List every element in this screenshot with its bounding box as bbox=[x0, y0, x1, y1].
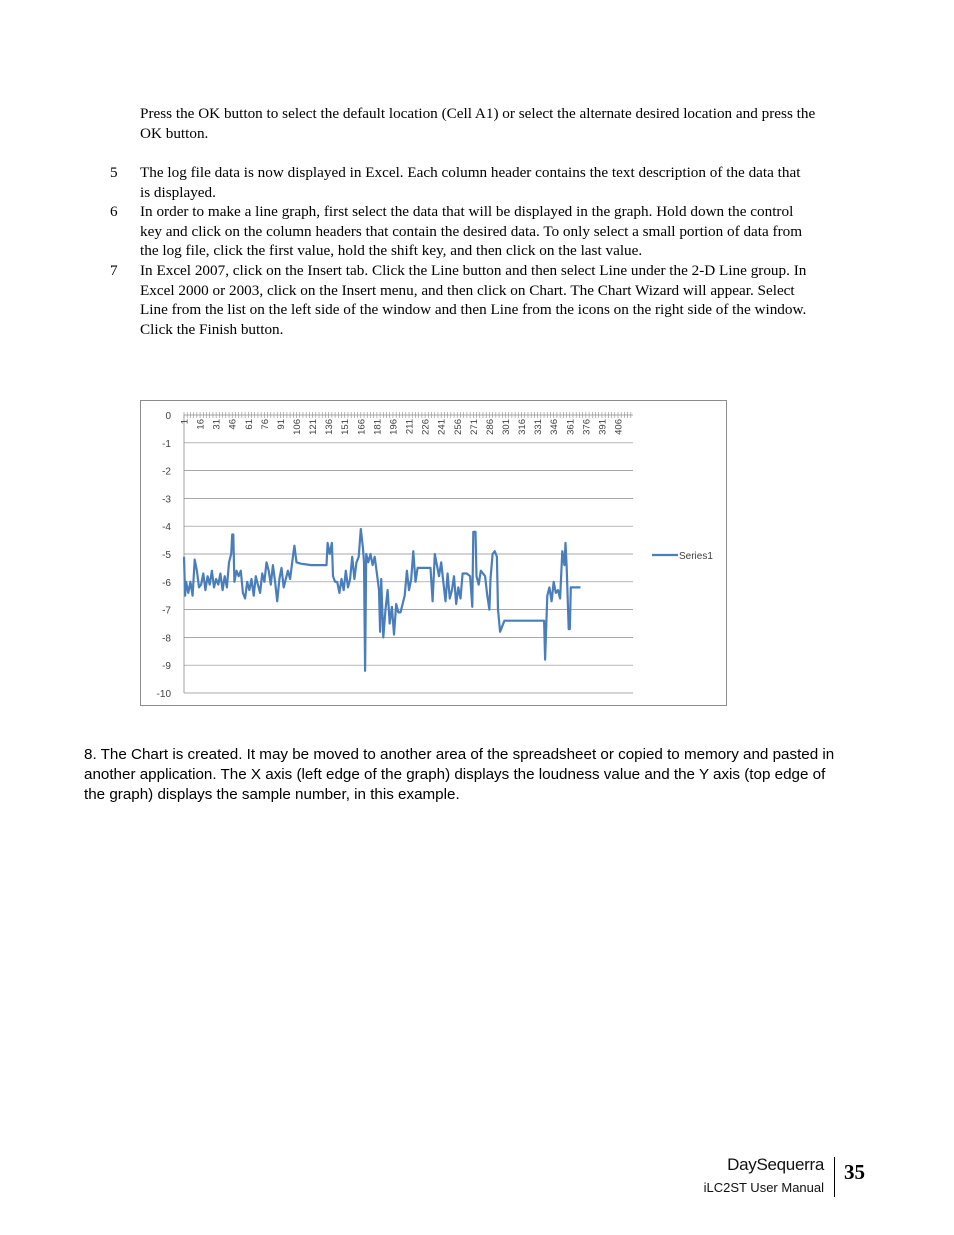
x-tick-label: 166 bbox=[356, 419, 368, 435]
x-tick-label: 106 bbox=[292, 419, 304, 435]
footer-divider bbox=[834, 1157, 835, 1197]
x-tick-label: 91 bbox=[275, 419, 287, 430]
y-tick-label: -10 bbox=[156, 689, 171, 700]
x-tick-label: 301 bbox=[500, 419, 512, 435]
y-tick-label: -6 bbox=[162, 577, 171, 589]
step-number: 5 bbox=[110, 164, 118, 181]
list-item bbox=[110, 261, 810, 339]
brand-logo: DaySequerra bbox=[727, 1155, 824, 1174]
list-item bbox=[110, 202, 810, 261]
x-tick-label: 151 bbox=[340, 419, 352, 435]
chart-canvas bbox=[141, 401, 726, 705]
x-tick-label: 1 bbox=[179, 419, 191, 425]
x-tick-label: 391 bbox=[597, 419, 609, 435]
step-text: In Excel 2007, click on the Insert tab. Click the Line button and then select Line under the 2-D Line group. In Excel 2000 or 2003, click on the Insert menu, and then click on Chart. The Chart Wizard will appear. Select Line from the list on the left side of the window and then Line from the icons on the right side of the window. Click the Finish button. bbox=[140, 261, 807, 338]
y-tick-label: -2 bbox=[162, 466, 171, 478]
list-item bbox=[110, 163, 810, 202]
x-tick-label: 136 bbox=[324, 419, 336, 435]
line-chart bbox=[140, 400, 727, 706]
step-list bbox=[110, 163, 810, 339]
x-tick-label: 211 bbox=[404, 419, 416, 435]
step-number: 6 bbox=[110, 203, 118, 221]
x-tick-label: 331 bbox=[533, 419, 545, 435]
step-text: In order to make a line graph, first select the data that will be displayed in the graph. Hold down the control key and click on the column headers that contain the desired data. To only select a small portion of data from the log file, click the first value, hold the shift key, and then click on the last value. bbox=[140, 203, 803, 260]
x-tick-label: 121 bbox=[308, 419, 320, 435]
page-number: 35 bbox=[844, 1160, 865, 1184]
x-tick-label: 31 bbox=[211, 419, 223, 430]
x-tick-label: 376 bbox=[581, 419, 593, 435]
series-line bbox=[184, 529, 581, 671]
x-tick-label: 271 bbox=[468, 419, 480, 435]
x-tick-label: 46 bbox=[227, 419, 239, 430]
y-tick-label: -1 bbox=[162, 438, 171, 450]
x-tick-label: 196 bbox=[388, 419, 400, 435]
y-tick-label: -7 bbox=[162, 605, 171, 617]
intro-paragraph: Press the OK button to select the default location (Cell A1) or select the alternate desired location and press the OK button. bbox=[140, 105, 816, 142]
x-tick-label: 256 bbox=[452, 419, 464, 435]
manual-title: iLC2ST User Manual bbox=[703, 1180, 824, 1195]
x-tick-label: 76 bbox=[259, 419, 271, 430]
x-tick-label: 181 bbox=[372, 419, 384, 435]
legend-label: Series1 bbox=[679, 551, 713, 562]
x-tick-label: 346 bbox=[549, 419, 561, 435]
x-tick-label: 286 bbox=[484, 419, 496, 435]
x-tick-label: 16 bbox=[195, 419, 207, 430]
y-tick-label: -4 bbox=[162, 522, 171, 534]
x-tick-label: 406 bbox=[613, 419, 625, 435]
y-tick-label: -3 bbox=[162, 494, 171, 506]
step-text: The log file data is now displayed in Excel. Each column header contains the text description of the data that is displayed. bbox=[140, 164, 801, 201]
y-tick-label: -9 bbox=[162, 661, 171, 673]
step-8-paragraph: 8. The Chart is created. It may be moved to another area of the spreadsheet or copied to memory and pasted in another application. The X axis (left edge of the graph) displays the loudness value and the Y axis (top edge of the graph) displays the sample number, in this example. bbox=[84, 746, 835, 803]
x-tick-label: 316 bbox=[517, 419, 529, 435]
x-tick-label: 226 bbox=[420, 419, 432, 435]
x-tick-label: 61 bbox=[243, 419, 255, 430]
x-tick-label: 241 bbox=[436, 419, 448, 435]
y-tick-label: -5 bbox=[162, 550, 171, 561]
y-tick-label: 0 bbox=[165, 411, 171, 422]
y-tick-label: -8 bbox=[162, 633, 171, 645]
x-tick-label: 361 bbox=[565, 419, 577, 435]
step-number: 7 bbox=[110, 261, 118, 279]
